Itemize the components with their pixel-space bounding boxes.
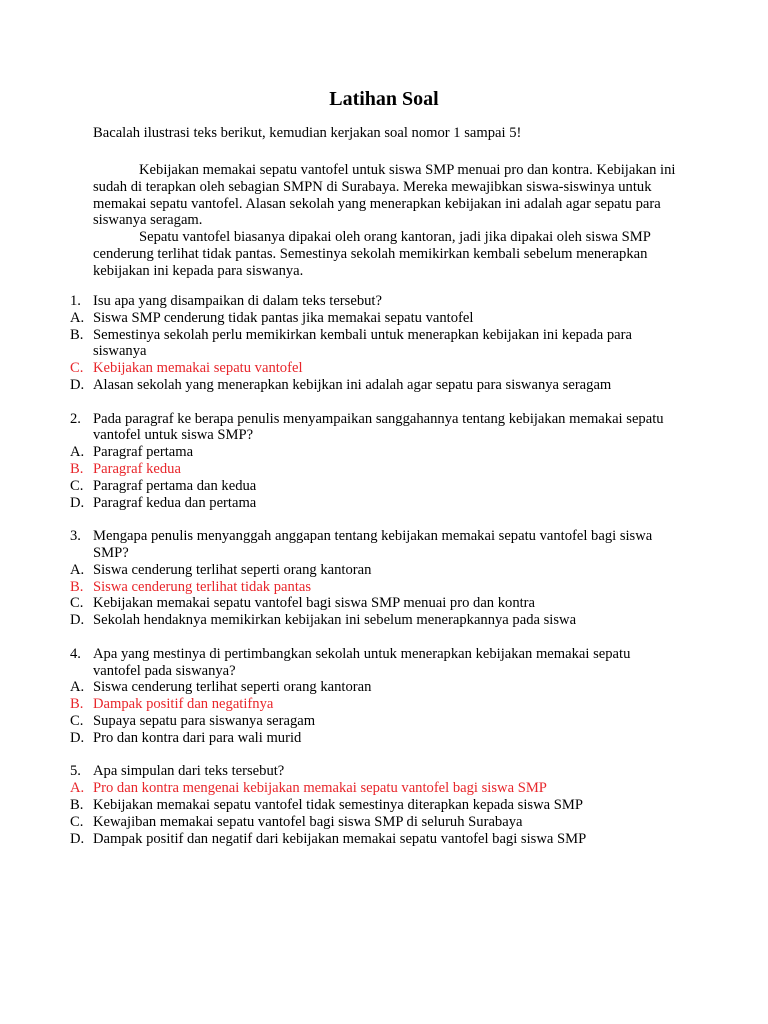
answer-option (70, 713, 680, 730)
question-text: Isu apa yang disampaikan di dalam teks tersebut? (93, 293, 382, 309)
option-letter: B. (70, 460, 84, 477)
option-letter: C. (70, 595, 84, 612)
question-stem (70, 293, 680, 310)
question-text: Apa yang mestinya di pertimbangkan sekolah untuk menerapkan kebijakan memakai sepatu vantofel pada siswanya? (93, 645, 631, 679)
question-1 (70, 293, 680, 394)
answer-option (70, 814, 680, 831)
answer-option (70, 444, 680, 461)
question-stem (70, 528, 680, 562)
question-stem (70, 411, 680, 445)
question-number: 1. (70, 293, 81, 309)
option-letter: C. (70, 360, 84, 377)
option-text: Siswa SMP cenderung tidak pantas jika memakai sepatu vantofel (93, 309, 474, 326)
question-2 (70, 411, 680, 512)
option-text: Kebijakan memakai sepatu vantofel (93, 360, 303, 377)
option-letter: B. (70, 696, 84, 713)
option-letter: D. (70, 830, 85, 847)
option-text: Siswa cenderung terlihat tidak pantas (93, 578, 312, 595)
option-text: Siswa cenderung terlihat seperti orang kantoran (93, 561, 372, 578)
option-letter: D. (70, 729, 85, 746)
answer-option-correct (70, 579, 680, 596)
question-4 (70, 646, 680, 747)
answer-option (70, 730, 680, 747)
passage-paragraph-1: Kebijakan memakai sepatu vantofel untuk siswa SMP menuai pro dan kontra. Kebijakan ini sudah di terapkan oleh sebagian SMPN di Surabaya. Mereka mewajibkan siswa-siswinya untuk memakai sepatu vantofel. Alasan sekolah yang menerapkan kebijakan ini adalah agar sepatu para siswanya seragam. (93, 162, 676, 229)
answer-option (70, 310, 680, 327)
question-number: 5. (70, 763, 81, 780)
question-stem (70, 763, 680, 780)
question-list (70, 293, 680, 864)
option-text: Pro dan kontra dari para wali murid (93, 729, 302, 746)
question-3 (70, 528, 680, 629)
option-letter: D. (70, 376, 85, 393)
answer-option (70, 377, 680, 394)
answer-option-correct (70, 461, 680, 478)
option-text: Kebijakan memakai sepatu vantofel tidak semestinya diterapkan kepada siswa SMP (93, 796, 583, 813)
answer-option (70, 495, 680, 512)
answer-option (70, 679, 680, 696)
answer-option (70, 612, 680, 629)
option-letter: C. (70, 813, 84, 830)
question-number: 4. (70, 645, 81, 662)
option-text: Dampak positif dan negatif dari kebijakan memakai sepatu vantofel bagi siswa SMP (93, 830, 587, 847)
answer-option (70, 562, 680, 579)
answer-option (70, 797, 680, 814)
option-text: Kebijakan memakai sepatu vantofel bagi siswa SMP menuai pro dan kontra (93, 595, 536, 612)
answer-option-correct (70, 360, 680, 377)
answer-option-correct (70, 780, 680, 797)
option-text: Semestinya sekolah perlu memikirkan kembali untuk menerapkan kebijakan ini kepada para siswanya (93, 326, 632, 360)
option-text: Paragraf pertama (93, 444, 194, 461)
option-letter: A. (70, 444, 85, 461)
instruction-text: Bacalah ilustrasi teks berikut, kemudian kerjakan soal nomor 1 sampai 5! (93, 125, 522, 141)
page-title: Latihan Soal (329, 88, 439, 110)
option-letter: B. (70, 578, 84, 595)
answer-option-correct (70, 696, 680, 713)
option-text: Paragraf kedua dan pertama (93, 494, 257, 511)
option-letter: A. (70, 679, 85, 696)
option-letter: A. (70, 309, 85, 326)
question-number: 3. (70, 528, 81, 545)
option-letter: C. (70, 712, 84, 729)
reading-passage (93, 162, 683, 280)
option-letter: B. (70, 796, 84, 813)
option-letter: B. (70, 326, 84, 343)
option-letter: D. (70, 494, 85, 511)
question-text: Mengapa penulis menyanggah anggapan tentang kebijakan memakai sepatu vantofel bagi siswa SMP? (93, 528, 653, 561)
answer-option (70, 831, 680, 848)
option-text: Kewajiban memakai sepatu vantofel bagi siswa SMP di seluruh Surabaya (93, 813, 523, 830)
option-text: Paragraf pertama dan kedua (93, 477, 257, 494)
question-text: Pada paragraf ke berapa penulis menyampaikan sanggahannya tentang kebijakan memakai sepatu vantofel untuk siswa SMP? (93, 410, 664, 444)
answer-option (70, 327, 680, 361)
answer-option (70, 595, 680, 612)
option-text: Supaya sepatu para siswanya seragam (93, 712, 316, 729)
answer-option (70, 478, 680, 495)
option-text: Alasan sekolah yang menerapkan kebijkan ini adalah agar sepatu para siswanya seragam (93, 376, 612, 393)
question-5 (70, 763, 680, 847)
question-text: Apa simpulan dari teks tersebut? (93, 763, 285, 780)
option-text: Pro dan kontra mengenai kebijakan memakai sepatu vantofel bagi siswa SMP (93, 780, 547, 797)
question-stem (70, 646, 680, 680)
option-letter: C. (70, 477, 84, 494)
option-text: Paragraf kedua (93, 460, 181, 477)
option-letter: A. (70, 561, 85, 578)
option-text: Dampak positif dan negatifnya (93, 696, 274, 713)
passage-paragraph-2: Sepatu vantofel biasanya dipakai oleh orang kantoran, jadi jika dipakai oleh siswa SMP cenderung terlihat tidak pantas. Semestinya sekolah memikirkan kembali sebelum menerapkan kebijakan ini kepada para siswanya. (93, 229, 651, 279)
option-letter: D. (70, 612, 85, 629)
option-letter: A. (70, 780, 85, 797)
question-number: 2. (70, 410, 81, 427)
option-text: Sekolah hendaknya memikirkan kebijakan ini sebelum menerapkannya pada siswa (93, 612, 577, 629)
option-text: Siswa cenderung terlihat seperti orang kantoran (93, 679, 372, 696)
